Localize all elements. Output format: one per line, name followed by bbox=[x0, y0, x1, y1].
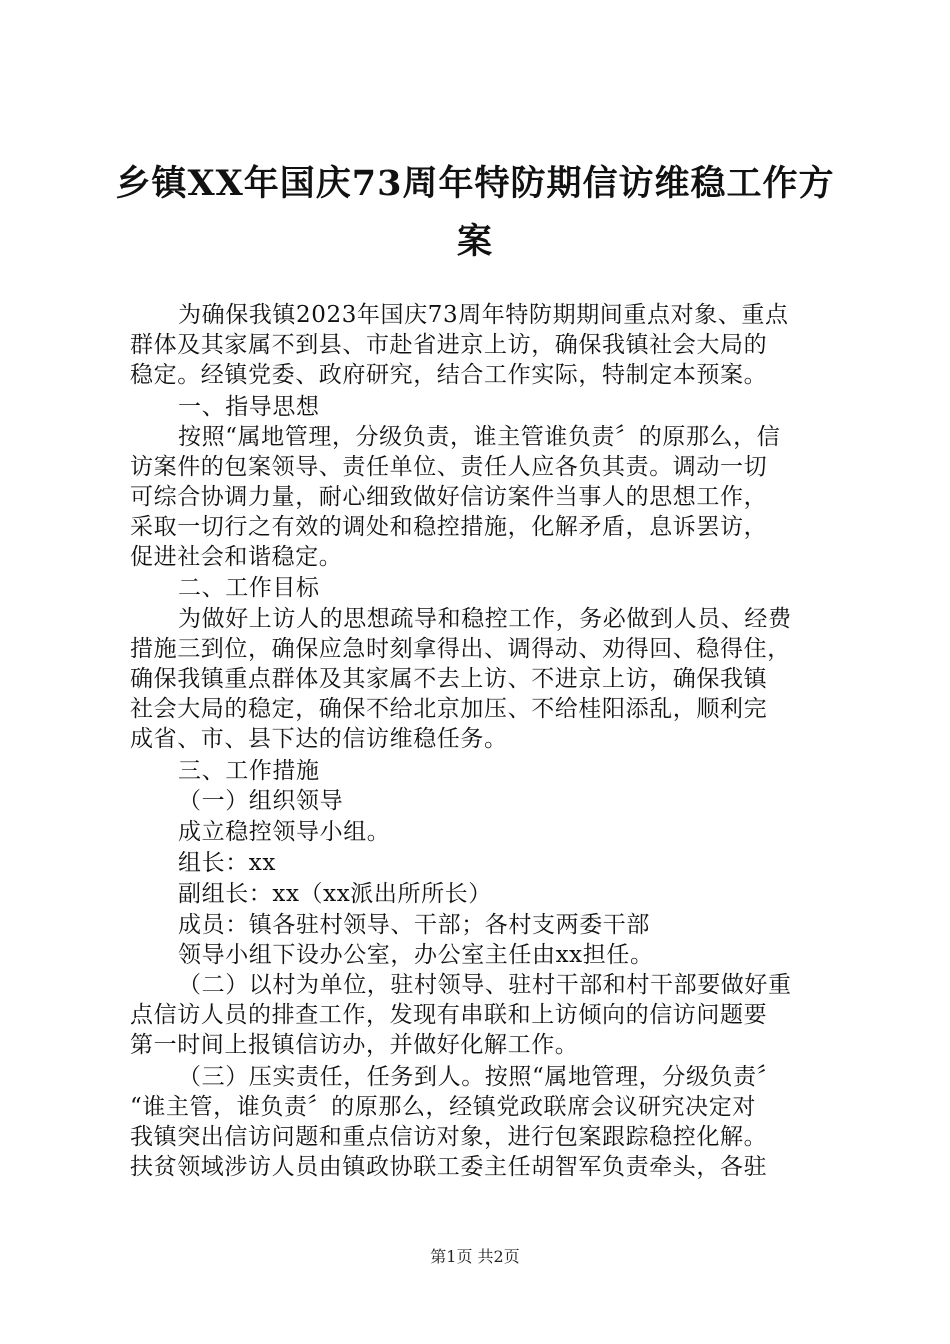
body-line: 点信访人员的排查工作，发现有串联和上访倾向的信访问题要 bbox=[130, 1002, 768, 1028]
body-line: 访案件的包案领导、责任单位、责任人应各负其责。调动一切 bbox=[130, 454, 768, 480]
body-line: 成立稳控领导小组。 bbox=[178, 819, 391, 845]
body-line: “谁主管，谁负责〞的原那么，经镇党政联席会议研究决定对 bbox=[130, 1094, 756, 1120]
section-heading: 二、工作目标 bbox=[178, 575, 320, 601]
body-line: （三）压实责任，任务到人。按照“属地管理，分级负责〞 bbox=[178, 1064, 781, 1090]
body-line: （二）以村为单位，驻村领导、驻村干部和村干部要做好重 bbox=[178, 972, 792, 998]
body-line: 成省、市、县下达的信访维稳任务。 bbox=[130, 726, 508, 752]
section-heading: 一、指导思想 bbox=[178, 394, 320, 420]
body-line: 领导小组下设办公室，办公室主任由xx担任。 bbox=[178, 942, 654, 968]
body-line: 社会大局的稳定，确保不给北京加压、不给桂阳添乱，顺利完 bbox=[130, 696, 768, 722]
body-line: 可综合协调力量，耐心细致做好信访案件当事人的思想工作， bbox=[130, 484, 768, 510]
document-title-line-2: 案 bbox=[456, 221, 493, 262]
subsection-heading: （一）组织领导 bbox=[178, 788, 344, 814]
page-footer: 第1页 共2页 bbox=[430, 1247, 520, 1266]
body-line: 为确保我镇2023年国庆73周年特防期期间重点对象、重点 bbox=[178, 302, 789, 328]
body-line: 措施三到位，确保应急时刻拿得出、调得动、劝得回、稳得住， bbox=[130, 636, 791, 662]
body-line: 扶贫领域涉访人员由镇政协联工委主任胡智军负责牵头，各驻 bbox=[130, 1154, 768, 1180]
body-line: 确保我镇重点群体及其家属不去上访、不进京上访，确保我镇 bbox=[130, 666, 768, 692]
body-line: 促进社会和谐稳定。 bbox=[130, 544, 343, 570]
body-line: 副组长：xx（xx派出所所长） bbox=[178, 881, 492, 907]
body-line: 组长：xx bbox=[178, 850, 276, 876]
document-title-line-1: 乡镇XX年国庆73周年特防期信访维稳工作方 bbox=[115, 163, 835, 204]
body-line: 稳定。经镇党委、政府研究，结合工作实际，特制定本预案。 bbox=[130, 362, 768, 388]
section-heading: 三、工作措施 bbox=[178, 758, 320, 784]
body-line: 按照“属地管理，分级负责，谁主管谁负责〞的原那么，信 bbox=[178, 424, 781, 450]
body-line: 第一时间上报镇信访办，并做好化解工作。 bbox=[130, 1032, 579, 1058]
body-line: 为做好上访人的思想疏导和稳控工作，务必做到人员、经费 bbox=[178, 606, 792, 632]
body-line: 成员：镇各驻村领导、干部；各村支两委干部 bbox=[178, 912, 650, 938]
body-line: 群体及其家属不到县、市赴省进京上访，确保我镇社会大局的 bbox=[130, 332, 768, 358]
body-line: 我镇突出信访问题和重点信访对象，进行包案跟踪稳控化解。 bbox=[130, 1124, 768, 1150]
body-line: 采取一切行之有效的调处和稳控措施，化解矛盾，息诉罢访， bbox=[130, 514, 768, 540]
